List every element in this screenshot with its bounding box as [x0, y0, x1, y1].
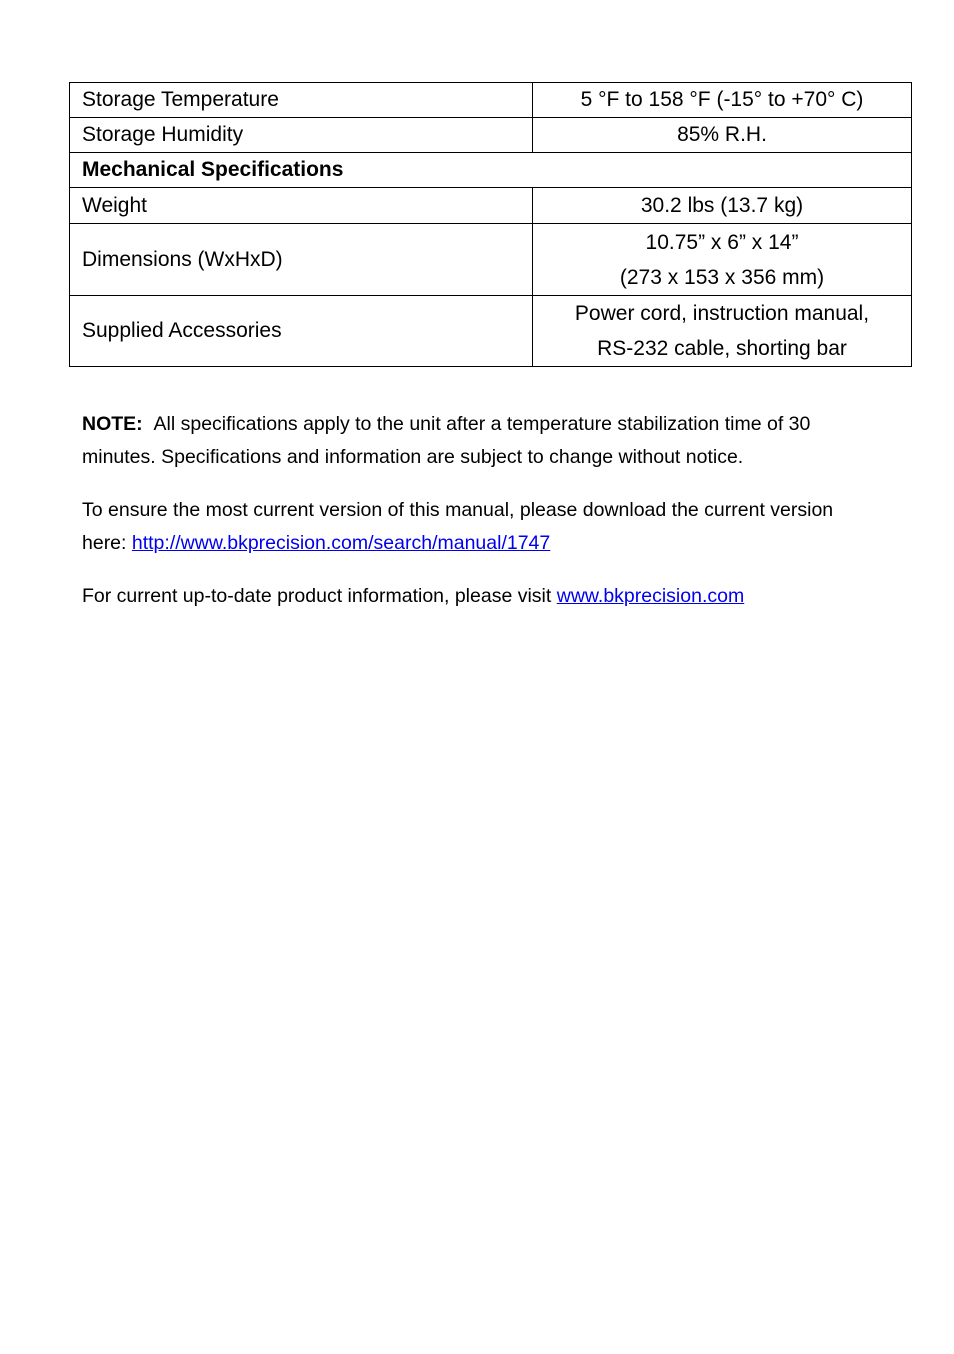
manual-text: To ensure the most current version of this manual, please download the current version here: — [82, 499, 834, 554]
specifications-table — [69, 82, 912, 367]
mechanical-specifications-heading: Mechanical Specifications — [70, 153, 912, 188]
website-link[interactable]: www.bkprecision.com — [556, 585, 745, 607]
table-row — [70, 118, 912, 153]
storage-temperature-label: Storage Temperature — [70, 83, 533, 118]
storage-humidity-value: 85% R.H. — [533, 118, 912, 153]
table-row — [70, 188, 912, 224]
accessories-line-1: Power cord, instruction manual, — [574, 302, 870, 325]
note-text: All specifications apply to the unit after a temperature stabilization time of 30 minutes. Specifications and information are subject to change without notice. — [82, 413, 811, 468]
dimensions-inches: 10.75” x 6” x 14” — [645, 230, 799, 254]
dimensions-mm: (273 x 153 x 356 mm) — [619, 265, 825, 289]
supplied-accessories-label: Supplied Accessories — [70, 296, 533, 367]
notes-section — [82, 408, 882, 634]
section-heading-row — [70, 153, 912, 188]
product-info-text: For current up-to-date product information, please visit — [82, 585, 552, 607]
dimensions-value — [533, 224, 912, 296]
weight-label: Weight — [70, 188, 533, 224]
table-row — [70, 296, 912, 367]
note-label: NOTE: — [82, 413, 143, 435]
storage-humidity-label: Storage Humidity — [70, 118, 533, 153]
manual-paragraph — [82, 494, 882, 559]
table-row — [70, 224, 912, 296]
weight-value: 30.2 lbs (13.7 kg) — [533, 188, 912, 224]
note-paragraph — [82, 408, 882, 473]
accessories-line-2: RS-232 cable, shorting bar — [597, 337, 847, 360]
table-row — [70, 83, 912, 118]
product-info-paragraph — [82, 580, 882, 613]
storage-temperature-value: 5 °F to 158 °F (-15° to +70° C) — [533, 83, 912, 118]
dimensions-label: Dimensions (WxHxD) — [70, 224, 533, 296]
manual-download-link[interactable]: http://www.bkprecision.com/search/manual/1747 — [131, 531, 551, 554]
supplied-accessories-value — [533, 296, 912, 367]
